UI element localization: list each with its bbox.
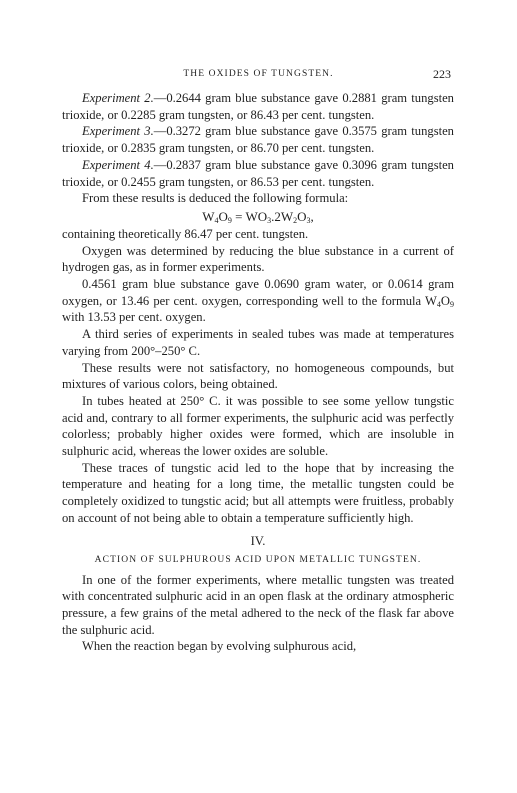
oxygen-result-paragraph (62, 276, 454, 326)
formula-sub-9: 9 (227, 215, 232, 225)
formula-intro-paragraph: From these results is deduced the following formula: (82, 191, 349, 206)
section-title: ACTION OF SULPHUROUS ACID UPON METALLIC TUNGSTEN. (94, 554, 422, 565)
experiment-4-label: Experiment 4. (82, 157, 154, 172)
oxygen-result-text-2: O (440, 293, 450, 308)
experiment-3-label: Experiment 3. (82, 124, 154, 139)
text-body (62, 90, 454, 655)
experiment-4-paragraph (62, 157, 454, 190)
experiment-3-paragraph (62, 123, 454, 156)
formula-sub-4: 4 (214, 215, 219, 225)
former-experiments-paragraph: In one of the former experiments, where metallic tungsten was treated with concentrated sulphuric acid in an open flask at the ordinary atmospheric pressure, a few grains of the metal adhered to the neck of the flask far above the sulphuric acid. (62, 572, 454, 637)
oxygen-method-paragraph: Oxygen was determined by reducing the blue substance in a current of hydrogen gas, as in former experiments. (62, 243, 454, 275)
experiment-3-text: —0.3272 gram blue substance gave 0.3575 gram tungsten trioxide, or 0.2835 gram tungsten, or 86.70 per cent. tungsten. (62, 124, 454, 156)
experiment-4-text: —0.2837 gram blue substance gave 0.3096 gram tungsten trioxide, or 0.2455 gram tungsten, or 86.53 per cent. tungsten. (62, 157, 454, 189)
formula-o: O (218, 208, 228, 224)
oxygen-result-sub-9: 9 (450, 299, 454, 309)
not-satisfactory-paragraph: These results were not satisfactory, no homogeneous compounds, but mixtures of various colors, being obtained. (62, 360, 454, 392)
running-title: THE OXIDES OF TUNGSTEN. (183, 69, 334, 79)
theory-paragraph: containing theoretically 86.47 per cent. tungsten. (62, 226, 309, 241)
page-header (0, 66, 517, 82)
oxygen-result-text-1: 0.4561 gram blue substance gave 0.0690 gram water, or 0.0614 gram oxygen, or 13.46 per cent. oxygen, corresponding well to the formula W (62, 277, 454, 308)
tubes-heated-paragraph: In tubes heated at 250° C. it was possible to see some yellow tungstic acid and, contrary to all former experiments, the sulphuric acid was perfectly colorless; probably higher oxides were formed, which are insoluble in sulphuric acid, whereas the lower oxides are soluble. (62, 393, 454, 459)
formula-sub-3b: 3 (306, 215, 311, 225)
formula-o2: O (297, 208, 307, 224)
experiment-2-paragraph (62, 90, 454, 123)
formula (62, 207, 454, 226)
formula-equals-wo: = WO (231, 208, 268, 224)
traces-paragraph: These traces of tungstic acid led to the hope that by increasing the temperature and heating for a long time, the metallic tungsten could be completely oxidized to tungstic acid; but all attempts were fruitless, probably on account of not being able to obtain a temperature sufficiently high. (62, 460, 454, 525)
experiment-2-label: Experiment 2. (82, 91, 154, 105)
formula-w: W (202, 208, 215, 224)
oxygen-result-sub-4: 4 (436, 299, 441, 309)
reaction-began-paragraph: When the reaction began by evolving sulphurous acid, (82, 639, 357, 654)
third-series-paragraph: A third series of experiments in sealed tubes was made at temperatures varying from 200°–250° C. (62, 327, 454, 358)
formula-sub-3: 3 (267, 215, 272, 225)
formula-sub-2: 2 (293, 215, 298, 225)
experiment-2-text: —0.2644 gram blue substance gave 0.2881 gram tungsten trioxide, or 0.2285 gram tungsten, or 86.43 per cent. tungsten. (62, 91, 454, 122)
section-numeral: IV. (250, 533, 266, 548)
formula-comma: , (310, 208, 314, 224)
page-number: 223 (433, 67, 451, 81)
formula-2w: .2W (271, 208, 294, 224)
oxygen-result-text-3: with 13.53 per cent. oxygen. (62, 310, 206, 325)
